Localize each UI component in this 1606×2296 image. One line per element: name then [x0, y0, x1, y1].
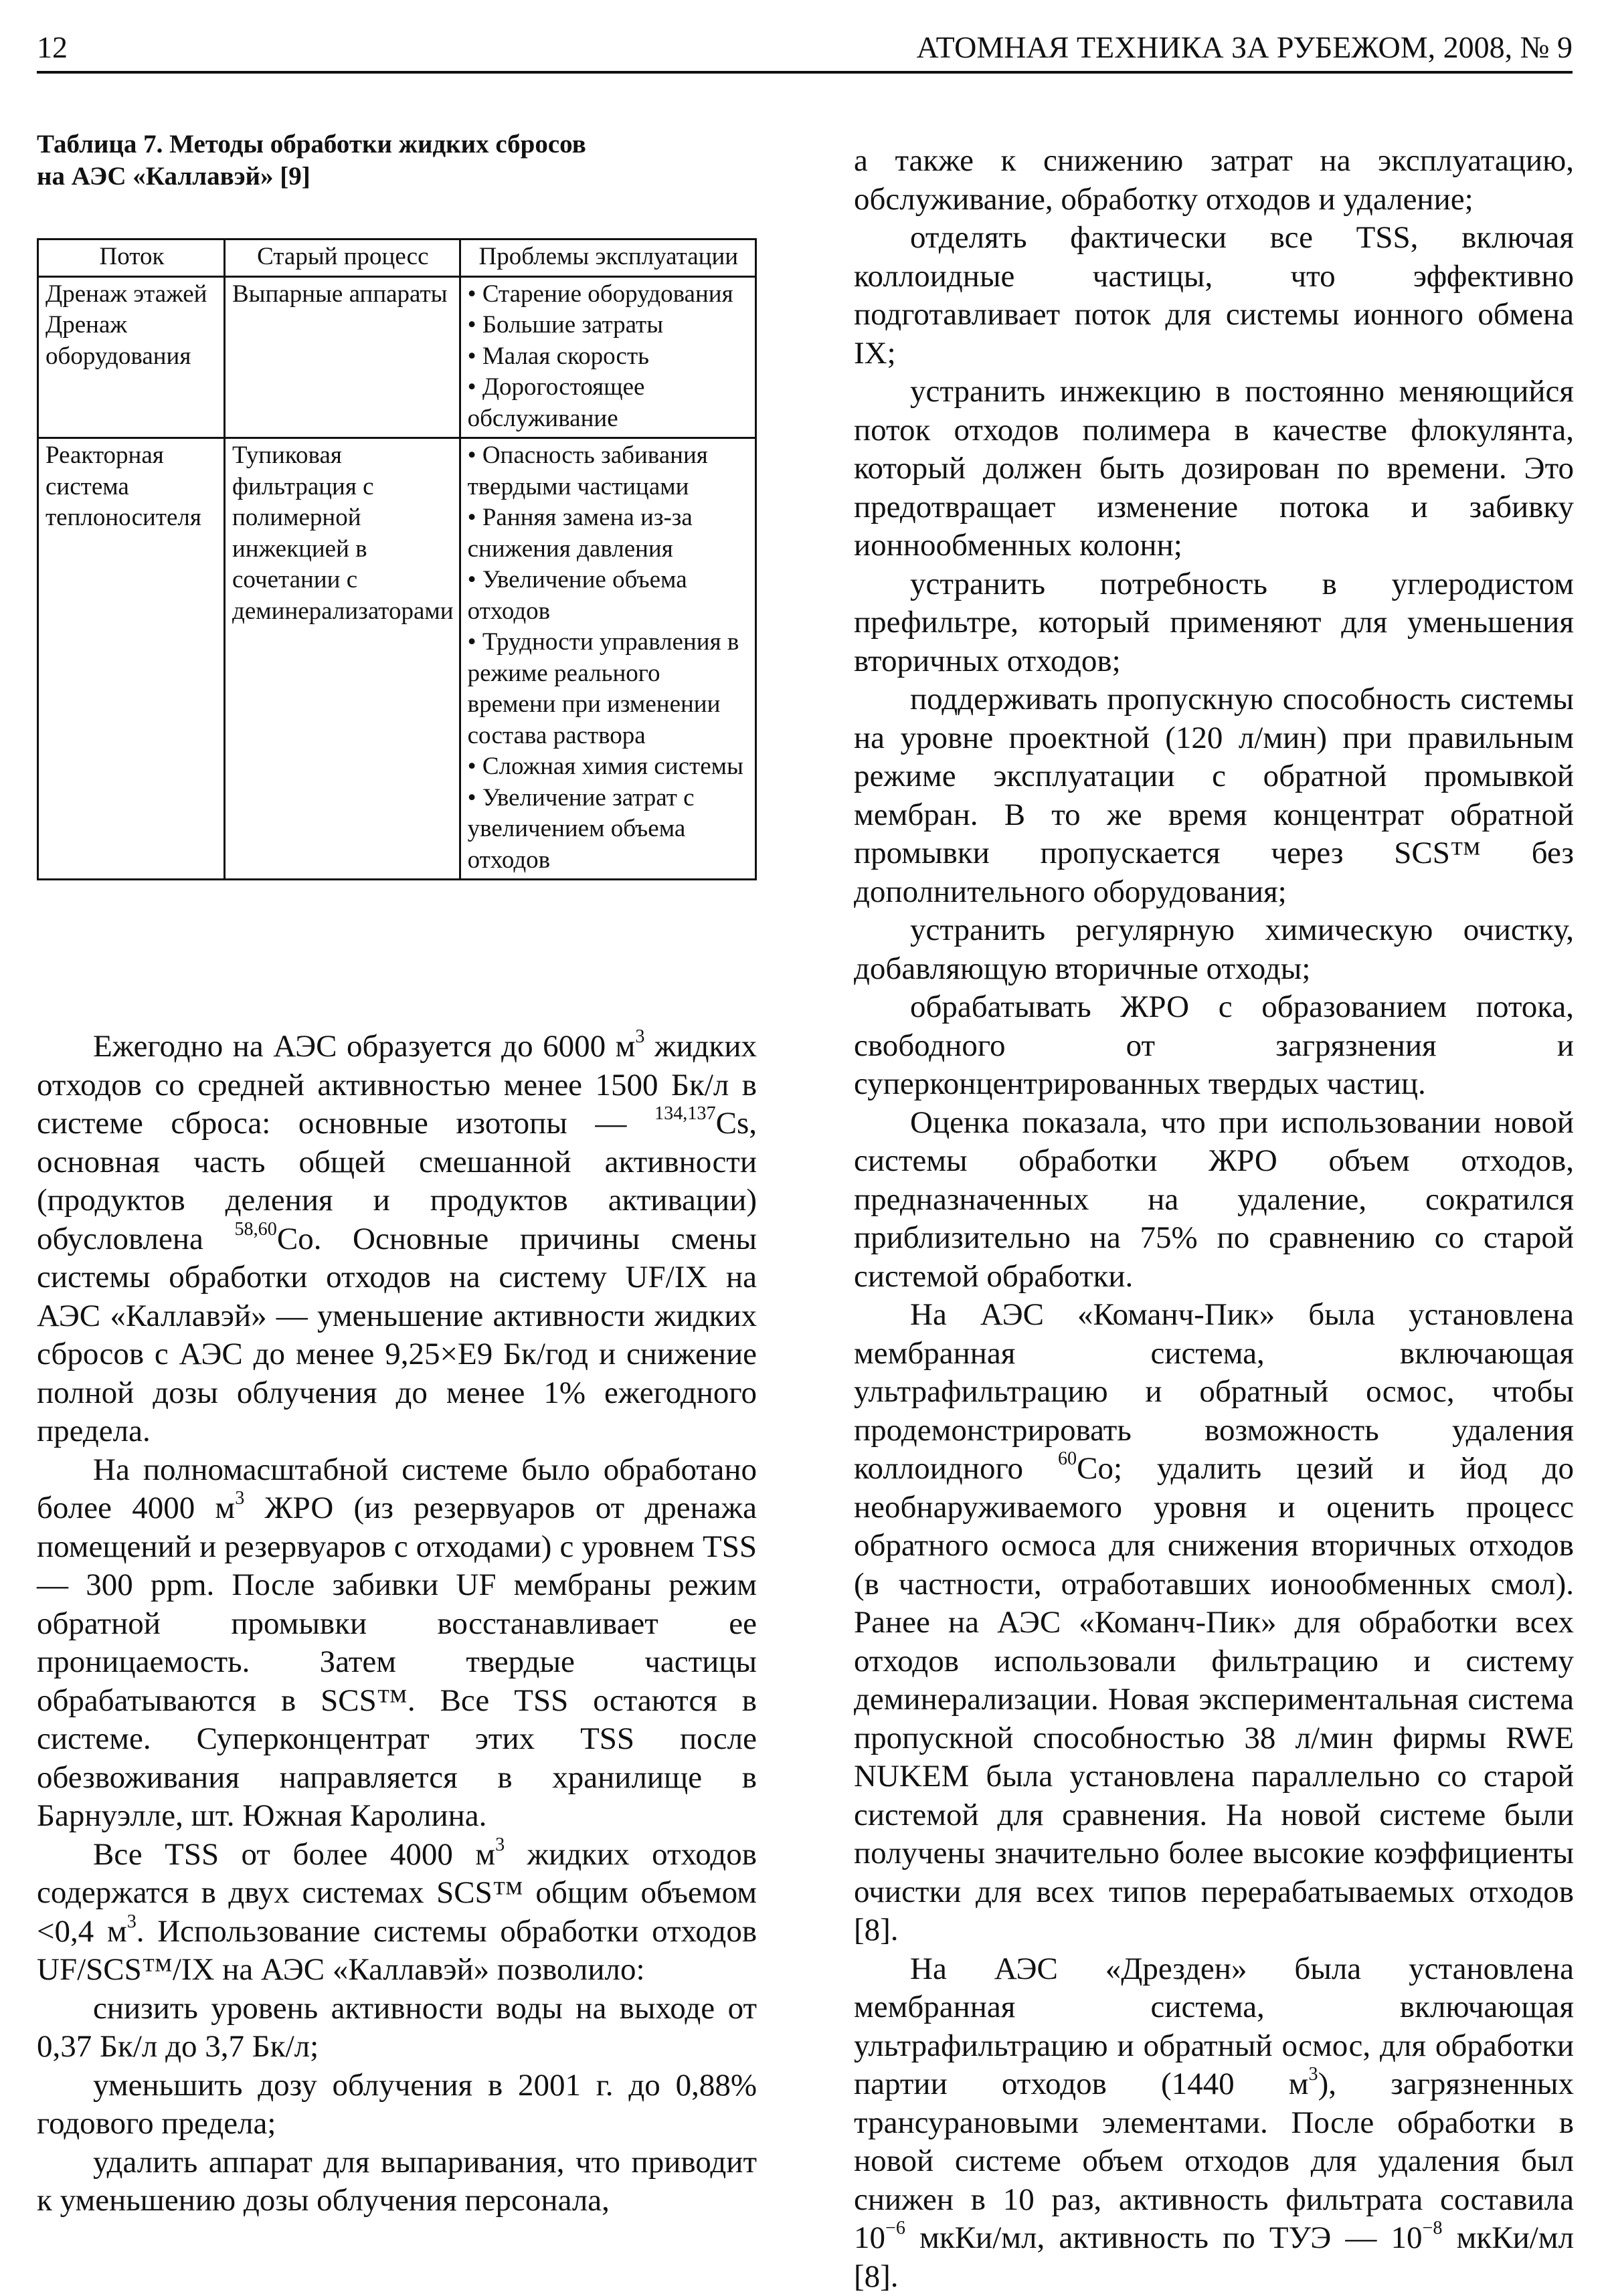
text-run: устранить инжекцию в постоянно меняющийся поток отходов полимера в качестве флокулянта, который должен быть дозирован по времени. Это предотвращает изменение потока и забивку ионнообменных колонн;	[854, 374, 1574, 563]
caption-line: на АЭС «Каллавэй» [9]	[37, 161, 757, 193]
running-header	[37, 29, 1573, 74]
paragraph	[37, 1451, 757, 1836]
paragraph	[37, 2143, 757, 2220]
cell-line: • Увеличение затрат с увеличением объема отходов	[468, 783, 749, 876]
text-run: поддерживать пропускную способность системы на уровне проектной (120 л/мин) при правильным режиме эксплуатации с обратной промывкой мембран. В то же время концентрат обратной промывки пропускается через SCS™ без дополнительного оборудования;	[854, 682, 1574, 909]
cell-line: Реакторная система теплоносителя	[46, 440, 218, 534]
text-run: Co. Основные причины смены системы обработки отходов на систему UF/IX на АЭС «Каллавэй» — уменьшение активности жидких сбросов с АЭС до менее 9,25×E9 Бк/год и снижение полной дозы облучения до менее 1% ежегодного предела.	[37, 1222, 757, 1449]
table-caption	[37, 128, 757, 193]
superscript: 58,60	[234, 1218, 276, 1239]
paragraph	[854, 1950, 1574, 2296]
text-run: На АЭС «Команч-Пик» была установлена мембранная система, включающая ультрафильтрацию и обратный осмос, чтобы продемонстрировать возможность удаления коллоидного	[854, 1297, 1574, 1486]
text-run: уменьшить дозу облучения в 2001 г. до 0,88% годового предела;	[37, 2068, 757, 2141]
cell-old-process	[225, 276, 460, 438]
text-run: мкКи/мл, активность по ТУЭ — 10	[905, 2220, 1423, 2255]
paragraph	[854, 565, 1574, 681]
text-run: устранить регулярную химическую очистку, добавляющую вторичные отходы;	[854, 913, 1574, 986]
paragraph	[37, 2067, 757, 2143]
superscript: 134,137	[654, 1103, 716, 1124]
text-run: На полномасштабной системе было обработано более 4000 м	[37, 1452, 757, 1526]
header-old-process: Старый процесс	[225, 240, 460, 277]
superscript: −8	[1423, 2218, 1443, 2238]
cell-problems	[460, 276, 755, 438]
cell-flow	[38, 276, 225, 438]
text-run: мкКи/мл [8].	[854, 2220, 1574, 2294]
paragraph	[854, 911, 1574, 988]
superscript: 60	[1058, 1448, 1077, 1469]
page-number: 12	[37, 29, 68, 65]
text-run: жидких отходов содержатся в двух системах SCS™ общим объемом <0,4 м	[37, 1837, 757, 1949]
text-run: Co; удалить цезий и йод до необнаруживаемого уровня и оценить процесс обратного осмоса для снижения вторичных отходов (в частности, отработавших ионообменных смол). Ранее на АЭС «Команч-Пик» для обработки всех отходов использовали фильтрацию и систему деминерализации. Новая экспериментальная система пропускной способностью 38 л/мин фирмы RWE NUKEM была установлена параллельно со старой системой для сравнения. На новой системе были получены значительно более высокие коэффициенты очистки для всех типов перерабатываемых отходов [8].	[854, 1451, 1574, 1947]
cell-flow	[38, 438, 225, 880]
cell-line: • Старение оборудования	[468, 279, 749, 310]
superscript: 3	[495, 1834, 505, 1854]
cell-line: • Увеличение объема отходов	[468, 565, 749, 627]
cell-line: • Большие затраты	[468, 310, 749, 341]
left-text-column	[37, 1028, 757, 2220]
cell-line: • Сложная химия системы	[468, 751, 749, 783]
superscript: 3	[127, 1911, 137, 1931]
paragraph	[854, 1104, 1574, 1297]
table-header-row	[38, 240, 756, 277]
methods-table	[37, 238, 757, 880]
header-problems: Проблемы эксплуатации	[460, 240, 755, 277]
superscript: 3	[1309, 2064, 1318, 2085]
text-run: Cs, основная часть общей смешанной активности (продуктов деления и продуктов активации) обусловлена	[37, 1106, 757, 1256]
cell-line: Тупиковая фильтрация с полимерной инжекцией в сочетании с деминерализаторами	[232, 440, 454, 627]
superscript: 3	[235, 1488, 244, 1509]
paragraph	[854, 1296, 1574, 1950]
cell-line: • Трудности управления в режиме реального времени при изменении состава раствора	[468, 627, 749, 751]
table-row	[38, 438, 756, 880]
journal-title: АТОМНАЯ ТЕХНИКА ЗА РУБЕЖОМ, 2008, № 9	[916, 29, 1573, 65]
text-run: ЖРО (из резервуаров от дренажа помещений и резервуаров с отходами) с уровнем TSS — 300 ppm. После забивки UF мембраны режим обратной промывки восстанавливает ее проницаемость. Затем твердые частицы обрабатываются в SCS™. Все TSS остаются в системе. Суперконцентрат этих TSS после обезвоживания направляется в хранилище в Барнуэлле, шт. Южная Каролина.	[37, 1491, 757, 1833]
cell-line: Дренаж этажей	[46, 279, 218, 310]
text-run: снизить уровень активности воды на выходе от 0,37 Бк/л до 3,7 Бк/л;	[37, 1991, 757, 2065]
cell-line: • Ранняя замена из-за снижения давления	[468, 502, 749, 565]
cell-line: • Опасность забивания твердыми частицами	[468, 440, 749, 502]
text-run: обрабатывать ЖРО с образованием потока, свободного от загрязнения и суперконцентрированных твердых частиц.	[854, 989, 1574, 1101]
cell-old-process	[225, 438, 460, 880]
table-row	[38, 276, 756, 438]
cell-line: • Малая скорость	[468, 341, 749, 373]
text-run: отделять фактически все TSS, включая коллоидные частицы, что эффективно подготавливает поток для системы ионного обмена IX;	[854, 220, 1574, 371]
text-run: ), загрязненных трансурановыми элементами. После обработки в новой системе объем отходов для удаления был снижен в 10 раз, активность фильтрата составила 10	[854, 2067, 1574, 2255]
text-run: жидких отходов со средней активностью менее 1500 Бк/л в системе сброса: основные изотопы —	[37, 1029, 757, 1141]
paragraph	[854, 142, 1574, 219]
paragraph	[37, 1990, 757, 2067]
cell-line: • Дорогостоящее обслуживание	[468, 372, 749, 434]
text-run: Все TSS от более 4000 м	[93, 1837, 495, 1872]
text-run: Ежегодно на АЭС образуется до 6000 м	[93, 1029, 635, 1064]
text-run: . Использование системы обработки отходов UF/SCS™/IX на АЭС «Каллавэй» позволило:	[37, 1914, 757, 1988]
paragraph	[854, 373, 1574, 565]
text-run: На АЭС «Дрезден» была установлена мембранная система, включающая ультрафильтрацию и обратный осмос, для обработки партии отходов (1440 м	[854, 1951, 1574, 2102]
cell-problems	[460, 438, 755, 880]
text-run: устранить потребность в углеродистом префильтре, который применяют для уменьшения вторичных отходов;	[854, 567, 1574, 678]
paragraph	[37, 1836, 757, 1990]
right-text-column	[854, 142, 1574, 2296]
paragraph	[854, 219, 1574, 373]
header-flow: Поток	[38, 240, 225, 277]
text-run: а также к снижению затрат на эксплуатацию, обслуживание, обработку отходов и удаление;	[854, 143, 1574, 217]
superscript: −6	[885, 2218, 905, 2238]
paragraph	[37, 1028, 757, 1451]
text-run: Оценка показала, что при использовании новой системы обработки ЖРО объем отходов, предназначенных на удаление, сократился приблизительно на 75% по сравнению со старой системой обработки.	[854, 1105, 1574, 1294]
cell-line: Выпарные аппараты	[232, 279, 454, 310]
superscript: 3	[635, 1026, 644, 1047]
caption-line: Таблица 7. Методы обработки жидких сбросов	[37, 128, 757, 161]
paragraph	[854, 680, 1574, 911]
paragraph	[854, 988, 1574, 1104]
cell-line: Дренаж оборудования	[46, 310, 218, 372]
text-run: удалить аппарат для выпаривания, что приводит к уменьшению дозы облучения персонала,	[37, 2145, 757, 2218]
